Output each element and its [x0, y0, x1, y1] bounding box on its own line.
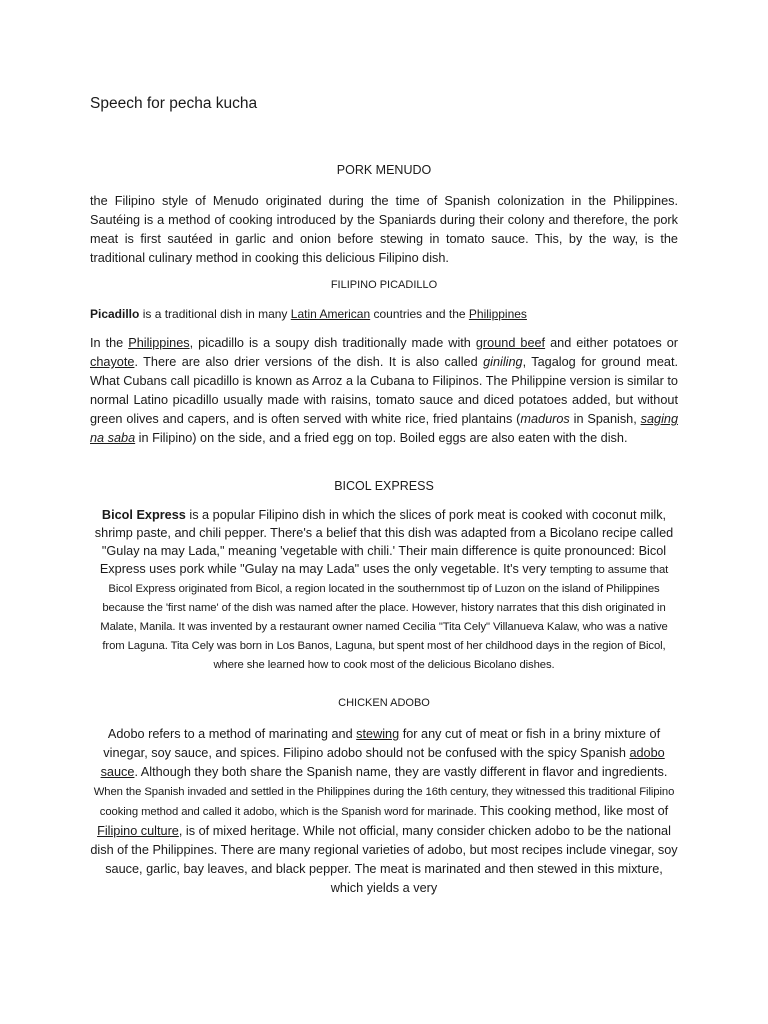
adobo-text-2: for any cut of meat or fish in a briny mixture of vinegar, soy sauce, and spices. Filipino adobo should not be confused with the spicy Spanish: [103, 727, 661, 760]
adobo-text-4: This cooking method, like most of: [476, 804, 669, 818]
bicol-text-large: is a popular Filipino dish in which the slices of pork meat is cooked with coconut milk, shrimp paste, and chili pepper. There's a belief that this dish was adapted from a Bicolano recipe called "Gulay na may Lada," meaning 'vegetable with chili.' Their main difference is quite pronounced: Bicol Express uses pork while "Gulay na may Lada" uses the only vegetable. It's very: [94, 508, 674, 576]
heading-bicol-express: BICOL EXPRESS: [334, 479, 434, 493]
picadillo-lead-text: is a traditional dish in many: [139, 307, 291, 321]
heading-filipino-picadillo: FILIPINO PICADILLO: [330, 279, 438, 291]
paragraph-bicol-express: [90, 506, 678, 674]
paragraph-chicken-adobo: [90, 725, 678, 898]
document-title: Speech for pecha kucha: [90, 95, 258, 112]
link-ground-beef[interactable]: ground beef: [475, 336, 546, 350]
bicol-bold-term: Bicol Express: [101, 508, 186, 522]
picadillo-text-5: , Tagalog for ground meat. What Cubans call picadillo is known as Arroz a la Cubana to Filipinos. The Philippine version is similar to normal Latino picadillo usually made with raisins, tomato sauce and diced potatoes added, but without green olives and capers, and is often served with white rice, fried plantains (: [90, 355, 678, 426]
picadillo-text-2: , picadillo is a soupy dish traditionally made with: [189, 336, 476, 350]
link-chayote[interactable]: chayote: [90, 355, 135, 369]
picadillo-text-7: in Filipino) on the side, and a fried egg on top. Boiled eggs are also eaten with the dish.: [135, 431, 628, 445]
link-saging-na-saba[interactable]: saging na saba: [90, 412, 679, 445]
adobo-text-small: When the Spanish invaded and settled in the Philippines during the 16th century, they witnessed this traditional Filipino cooking method and called it adobo, which is the Spanish word for marinade.: [93, 786, 675, 818]
paragraph-picadillo: [90, 334, 678, 448]
link-philippines[interactable]: Philippines: [128, 336, 190, 350]
term-maduros: maduros: [520, 412, 570, 426]
picadillo-text-6: in Spanish,: [569, 412, 641, 426]
link-adobo-sauce[interactable]: adobo sauce: [100, 746, 665, 779]
link-philippines-lead[interactable]: Philippines: [468, 307, 527, 321]
link-filipino-culture[interactable]: Filipino culture: [97, 824, 179, 838]
paragraph-picadillo-lead: [90, 305, 678, 324]
link-stewing[interactable]: stewing: [356, 727, 400, 741]
paragraph-pork-menudo: the Filipino style of Menudo originated during the time of Spanish colonization in the Philippines. Sautéing is a method of cooking introduced by the Spaniards during their colony and therefore, the pork meat is first sautéed in garlic and onion before stewing in tomato sauce. This, by the way, is the traditional culinary method in cooking this delicious Filipino dish.: [90, 194, 678, 265]
term-giniling: giniling: [483, 355, 523, 369]
heading-chicken-adobo: CHICKEN ADOBO: [338, 697, 430, 709]
bicol-text-small: tempting to assume that Bicol Express originated from Bicol, a region located in the southernmost tip of Luzon on the island of Philippines because the 'first name' of the dish was named after the place. However, history narrates that this dish originated in Malate, Manila. It was invented by a restaurant owner named Cecilia "Tita Cely" Villanueva Kalaw, who was a native from Laguna. Tita Cely was born in Los Banos, Laguna, but spent most of her childhood days in the region of Bicol, where she learned how to cook most of the delicious Bicolano dishes.: [100, 564, 669, 671]
picadillo-text-3: and either potatoes or: [545, 336, 678, 350]
heading-pork-menudo: PORK MENUDO: [336, 163, 432, 177]
picadillo-text-1: In the: [90, 336, 129, 350]
adobo-text-5: , is of mixed heritage. While not official, many consider chicken adobo to be the national dish of the Philippines. There are many regional varieties of adobo, but most recipes include vinegar, soy sauce, garlic, bay leaves, and black pepper. The meat is marinated and then stewed in this mixture, which yields a very: [90, 824, 678, 895]
picadillo-text-4: . There are also drier versions of the dish. It is also called: [134, 355, 484, 369]
adobo-text-3: . Although they both share the Spanish name, they are vastly different in flavor and ingredients.: [134, 765, 668, 779]
adobo-text-1: Adobo refers to a method of marinating and: [107, 727, 357, 741]
link-latin-american[interactable]: Latin American: [290, 307, 371, 321]
picadillo-lead-mid: countries and the: [370, 307, 469, 321]
picadillo-bold-term: Picadillo: [90, 307, 140, 321]
